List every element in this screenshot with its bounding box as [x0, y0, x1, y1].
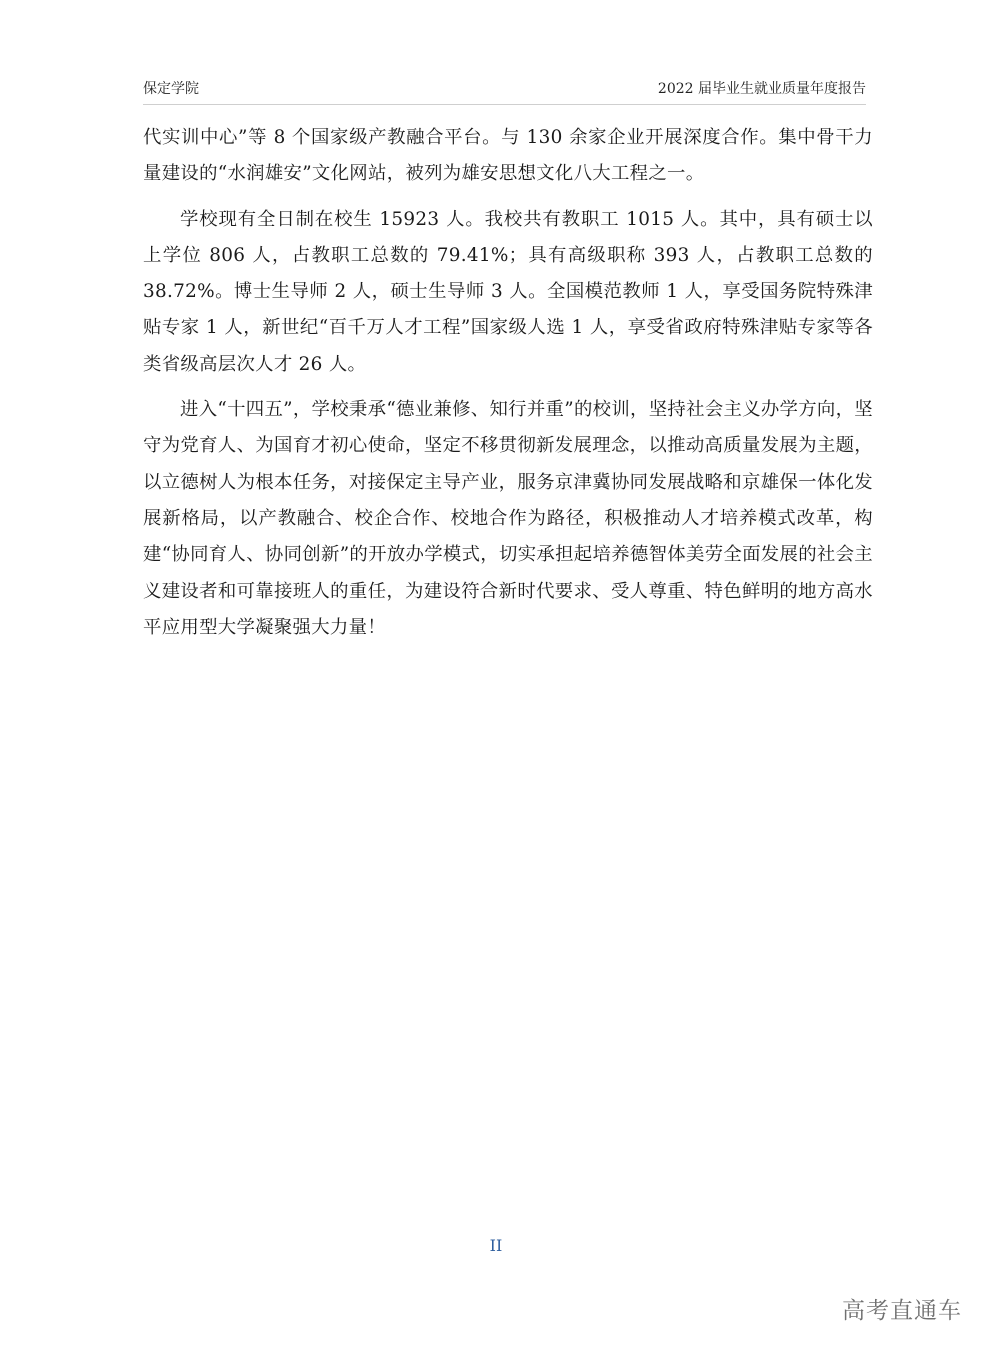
paragraph-development-plan: 进入“十四五”，学校秉承“德业兼修、知行并重”的校训，坚持社会主义办学方向，坚守为党育人、为国育才初心使命，坚定不移贯彻新发展理念，以推动高质量发展为主题，以立德树人为根本任务，对接保定主导产业，服务京津冀协同发展战略和京雄保一体化发展新格局，以产教融合、校企合作、校地合作为路径，积极推动人才培养模式改革，构建“协同育人、协同创新”的开放办学模式，切实承担起培养德智体美劳全面发展的社会主义建设者和可靠接班人的重任，为建设符合新时代要求、受人尊重、特色鲜明的地方高水平应用型大学凝聚强大力量！	[143, 399, 873, 638]
paragraph-staff-stats: 学校现有全日制在校生 15923 人。我校共有教职工 1015 人。其中，具有硕士以上学位 806 人，占教职工总数的 79.41%；具有高级职称 393 人，占教职工总数的 38.72%。博士生导师 2 人，硕士生导师 3 人。全国模范教师 1 人，享受国务院特殊津贴专家 1 人，新世纪“百千万人才工程”国家级人选 1 人，享受省政府特殊津贴专家等各类省级高层次人才 26 人。	[143, 208, 873, 375]
body-text	[143, 120, 873, 646]
header-report-title: 2022 届毕业生就业质量年度报告	[657, 81, 866, 97]
paragraph-continued: 代实训中心”等 8 个国家级产教融合平台。与 130 余家企业开展深度合作。集中骨干力量建设的“水润雄安”文化网站，被列为雄安思想文化八大工程之一。	[143, 127, 873, 185]
header-institution: 保定学院	[143, 81, 199, 97]
watermark-text: 高考直通车	[842, 1298, 962, 1324]
page-number: II	[489, 1236, 503, 1255]
page-header	[143, 78, 866, 102]
header-divider	[143, 104, 866, 105]
